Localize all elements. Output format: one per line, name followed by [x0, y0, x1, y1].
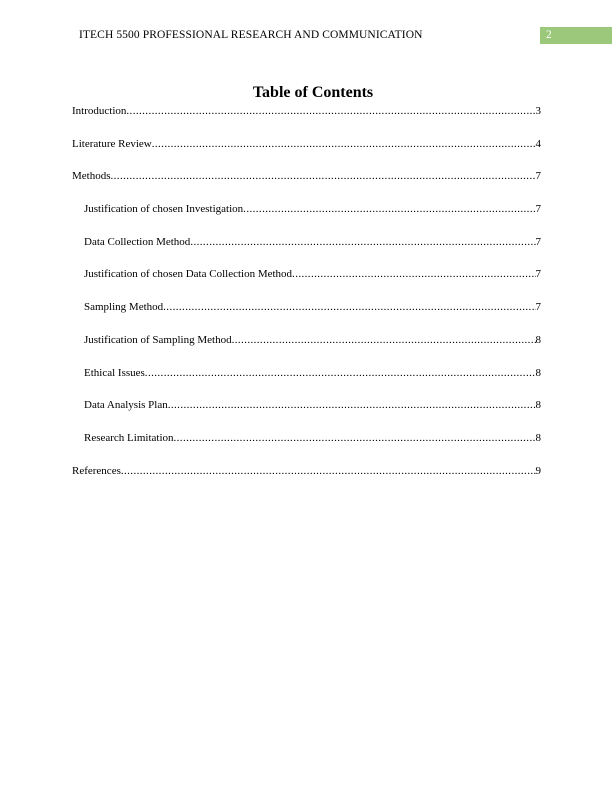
toc-entry-label: Justification of chosen Data Collection Method — [84, 268, 293, 281]
toc-dot-leader — [190, 235, 535, 249]
toc-entry-label: Data Collection Method — [84, 235, 191, 248]
toc-entry-label: Research Limitation — [84, 431, 174, 444]
toc-entry-label: Literature Review — [72, 137, 152, 150]
toc-entry-page: 8 — [535, 431, 541, 444]
toc-title: Table of Contents — [252, 84, 374, 101]
toc-entry-page: 9 — [535, 464, 541, 477]
toc-dot-leader — [121, 464, 536, 478]
toc-entry-sampling-method[interactable] — [72, 300, 541, 333]
toc-entry-page: 8 — [535, 333, 541, 346]
toc-dot-leader — [168, 398, 536, 412]
toc-entry-label: Methods — [72, 170, 111, 183]
toc-entry-label: Ethical Issues — [84, 366, 145, 379]
toc-dot-leader — [111, 169, 536, 183]
toc-entry-label: Data Analysis Plan — [84, 399, 168, 412]
toc-entry-page: 7 — [535, 235, 541, 248]
toc-dot-leader — [292, 267, 535, 281]
toc-dot-leader — [152, 137, 536, 151]
toc-dot-leader — [145, 366, 536, 380]
toc-dot-leader — [243, 202, 535, 216]
header-title: ITECH 5500 PROFESSIONAL RESEARCH AND COMMUNICATION — [79, 29, 423, 41]
toc-entry-data-collection-method[interactable] — [72, 235, 541, 268]
toc-entry-page: 3 — [535, 105, 541, 117]
toc-dot-leader — [126, 104, 535, 118]
toc-entry-methods[interactable] — [72, 169, 541, 202]
toc-entry-data-analysis-plan[interactable] — [72, 398, 541, 431]
toc-dot-leader — [174, 431, 536, 445]
toc-entry-label: Justification of Sampling Method — [84, 333, 232, 346]
toc-entry-research-limitation[interactable] — [72, 431, 541, 464]
toc-entry-label: References — [72, 464, 121, 477]
toc-entry-justification-investigation[interactable] — [72, 202, 541, 235]
toc-entry-ethical-issues[interactable] — [72, 366, 541, 399]
toc-entry-references[interactable] — [72, 464, 541, 497]
page-number-badge: 2 — [540, 27, 612, 44]
toc-entry-label: Introduction — [72, 105, 127, 117]
toc-entry-page: 8 — [535, 399, 541, 412]
toc-entry-page: 8 — [535, 366, 541, 379]
toc-entry-page: 7 — [535, 170, 541, 183]
toc-entry-page: 7 — [535, 203, 541, 216]
page-header — [0, 27, 612, 44]
toc-entry-page: 4 — [535, 137, 541, 150]
toc-entry-label: Sampling Method — [84, 301, 164, 314]
toc-entry-label: Justification of chosen Investigation — [84, 203, 244, 216]
toc-entry-page: 7 — [535, 301, 541, 314]
toc-entry-justification-data-collection[interactable] — [72, 267, 541, 300]
toc-dot-leader — [232, 333, 536, 347]
toc-entry-page: 7 — [535, 268, 541, 281]
toc-entry-introduction[interactable] — [72, 104, 541, 137]
toc-entry-literature-review[interactable] — [72, 137, 541, 170]
toc-dot-leader — [163, 300, 535, 314]
toc-list — [72, 104, 541, 496]
toc-entry-justification-sampling[interactable] — [72, 333, 541, 366]
